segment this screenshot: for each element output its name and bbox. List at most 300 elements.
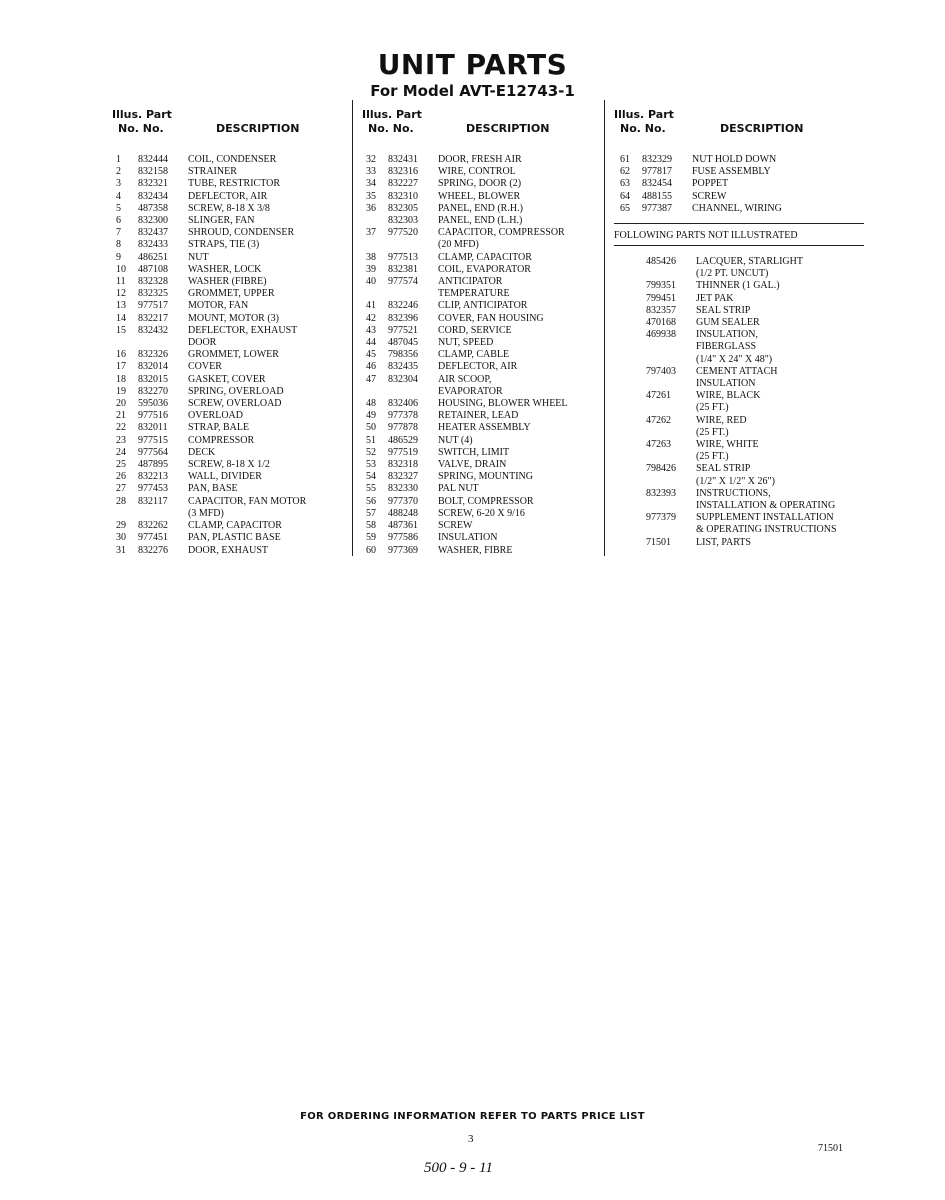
table-row (362, 325, 602, 337)
part-number: 977451 (138, 532, 168, 544)
description-label: DESCRIPTION (720, 122, 804, 135)
table-row (112, 374, 348, 386)
table-row (112, 227, 348, 239)
table-row (614, 488, 864, 500)
illus-number: 31 (116, 544, 126, 556)
part-description: INSULATION, (696, 329, 758, 341)
illus-number (362, 215, 388, 227)
table-row (112, 337, 348, 349)
illus-number (614, 378, 646, 390)
part-number: 977574 (388, 276, 418, 288)
page-title: UNIT PARTS (377, 48, 568, 81)
table-row (362, 532, 602, 544)
parts-column-2 (362, 108, 602, 557)
part-number: 832316 (388, 166, 418, 178)
part-description: HEATER ASSEMBLY (438, 422, 531, 434)
illus-number: 54 (366, 471, 376, 483)
part-description: SCREW, 8-18 X 3/8 (188, 202, 270, 214)
table-row (614, 524, 864, 536)
table-row (112, 313, 348, 325)
illus-number: 24 (116, 446, 126, 458)
illus-number: 46 (366, 361, 376, 373)
part-number: 977586 (388, 532, 418, 544)
part-description: WIRE, WHITE (696, 439, 759, 451)
illus-number: 27 (116, 483, 126, 495)
illus-number: 49 (366, 410, 376, 422)
part-number: 832396 (388, 312, 418, 324)
part-number: 832217 (138, 312, 168, 324)
table-row (614, 341, 864, 353)
part-number: 832321 (138, 178, 168, 190)
table-row (112, 410, 348, 422)
part-number: 832393 (646, 487, 676, 499)
illus-number: 2 (116, 166, 121, 178)
illus-number: 45 (366, 349, 376, 361)
part-description: INSULATION (438, 532, 498, 544)
table-row (614, 166, 864, 178)
illus-number (614, 317, 646, 329)
illus-number (614, 268, 646, 280)
table-row (362, 374, 602, 386)
illus-number: 25 (116, 459, 126, 471)
part-description: SPRING, MOUNTING (438, 471, 534, 483)
not-illustrated-list (614, 256, 864, 549)
part-description: SPRING, OVERLOAD (188, 385, 284, 397)
part-number (138, 337, 188, 349)
illus-number: 12 (116, 288, 126, 300)
part-number: 487361 (388, 520, 418, 532)
table-row (362, 276, 602, 288)
table-row (362, 361, 602, 373)
part-number: 47262 (646, 414, 671, 426)
part-number: 832330 (388, 483, 418, 495)
table-row (362, 447, 602, 459)
part-description: WASHER, LOCK (188, 263, 262, 275)
part-number: 977387 (642, 202, 672, 214)
parts-column-3 (614, 108, 864, 549)
part-number: 485426 (646, 256, 676, 268)
illus-number (362, 239, 388, 251)
table-row (112, 300, 348, 312)
table-row (362, 520, 602, 532)
table-row (112, 203, 348, 215)
part-description: CORD, SERVICE (438, 324, 512, 336)
table-row (614, 154, 864, 166)
table-row (112, 276, 348, 288)
part-number: 832329 (642, 154, 672, 165)
table-row (614, 500, 864, 512)
table-row (112, 545, 348, 557)
part-number: 832270 (138, 385, 168, 397)
part-description: SLINGER, FAN (188, 215, 255, 227)
table-row (362, 154, 602, 166)
illus-number (112, 508, 138, 520)
illus-number (614, 329, 646, 341)
table-row (112, 398, 348, 410)
part-description: AIR SCOOP, (438, 373, 492, 385)
part-number: 798426 (646, 463, 676, 475)
illus-part-label: Illus. Part (112, 108, 172, 121)
table-row (614, 415, 864, 427)
part-number (646, 268, 696, 280)
part-description: SCREW (692, 190, 727, 202)
illus-number (614, 476, 646, 488)
part-description: COVER, FAN HOUSING (438, 312, 544, 324)
table-row (112, 166, 348, 178)
illus-part-label: Illus. Part (614, 108, 674, 121)
illus-number: 30 (116, 532, 126, 544)
part-number: 832300 (138, 215, 168, 227)
part-number (646, 341, 696, 353)
illus-number: 59 (366, 532, 376, 544)
part-number: 832304 (388, 373, 418, 385)
part-description: (25 FT.) (696, 402, 729, 414)
part-description: PAN, PLASTIC BASE (188, 532, 281, 544)
illus-number: 10 (116, 263, 126, 275)
part-number: 977370 (388, 495, 418, 507)
part-description: SCREW, 6-20 X 9/16 (438, 507, 525, 519)
part-description: SHROUD, CONDENSER (188, 227, 295, 239)
table-row (112, 325, 348, 337)
part-number (138, 508, 188, 520)
part-number (646, 427, 696, 439)
part-description: (20 MFD) (438, 239, 479, 251)
part-number: 832437 (138, 227, 168, 239)
description-label: DESCRIPTION (216, 122, 300, 135)
column-divider-2 (604, 100, 605, 556)
illus-number: 61 (620, 154, 630, 165)
illus-number: 63 (620, 178, 630, 190)
part-number: 487358 (138, 202, 168, 214)
part-number: 469938 (646, 329, 676, 341)
part-description: PAL NUT (438, 483, 479, 495)
illus-number: 52 (366, 446, 376, 458)
part-description: TUBE, RESTRICTOR (188, 178, 281, 190)
table-row (614, 329, 864, 341)
illus-number: 37 (366, 227, 376, 239)
table-row (362, 300, 602, 312)
table-row (614, 512, 864, 524)
table-row (362, 227, 602, 239)
illus-number: 1 (116, 154, 121, 165)
table-row (614, 427, 864, 439)
part-description: POPPET (692, 178, 729, 190)
illus-number: 7 (116, 227, 121, 239)
ordering-note: FOR ORDERING INFORMATION REFER TO PARTS PRICE LIST (300, 1111, 645, 1122)
illus-number (614, 512, 646, 524)
part-number: 832276 (138, 544, 168, 556)
part-number: 977369 (388, 544, 418, 556)
table-row (362, 288, 602, 300)
illus-number: 65 (620, 202, 630, 214)
part-description: GUM SEALER (696, 317, 760, 329)
illus-number: 8 (116, 239, 121, 251)
part-description: EVAPORATOR (438, 385, 503, 397)
part-number: 832357 (646, 304, 676, 316)
part-description: CEMENT ATTACH (696, 365, 778, 377)
part-number: 488155 (642, 190, 672, 202)
part-number: 832326 (138, 349, 168, 361)
part-description: ANTICIPATOR (438, 276, 503, 288)
illus-number: 19 (116, 385, 126, 397)
table-row (614, 354, 864, 366)
part-description: PANEL, END (L.H.) (438, 215, 523, 227)
part-number (388, 288, 438, 300)
part-description: DOOR, FRESH AIR (438, 154, 522, 165)
illus-number: 58 (366, 520, 376, 532)
part-description: COIL, EVAPORATOR (438, 263, 531, 275)
table-row (362, 422, 602, 434)
table-row (614, 463, 864, 475)
part-description: WASHER (FIBRE) (188, 276, 267, 288)
part-number: 832310 (388, 190, 418, 202)
table-row (362, 435, 602, 447)
illus-number: 56 (366, 495, 376, 507)
part-description: DOOR (188, 337, 217, 349)
table-row (112, 447, 348, 459)
illus-number: 47 (366, 373, 376, 385)
illus-number: 17 (116, 361, 126, 373)
part-number: 977379 (646, 512, 676, 524)
part-description: STRAP, BALE (188, 422, 250, 434)
part-number: 832011 (138, 422, 168, 434)
part-description: (25 FT.) (696, 426, 729, 438)
part-description: WALL, DIVIDER (188, 471, 262, 483)
illus-number: 51 (366, 434, 376, 446)
part-number: 832305 (388, 202, 418, 214)
table-row (362, 349, 602, 361)
part-description: WASHER, FIBRE (438, 544, 513, 556)
part-description: MOUNT, MOTOR (3) (188, 312, 280, 324)
illus-number: 43 (366, 324, 376, 336)
illus-number (614, 293, 646, 305)
table-row (614, 378, 864, 390)
table-row (112, 239, 348, 251)
no-no-label: No. No. (620, 122, 666, 135)
part-number: 832227 (388, 178, 418, 190)
part-number: 977517 (138, 300, 168, 312)
illus-number: 62 (620, 166, 630, 178)
part-number: 977817 (642, 166, 672, 178)
part-number: 486529 (388, 434, 418, 446)
table-row (614, 191, 864, 203)
part-number (646, 354, 696, 366)
part-description: CLAMP, CAPACITOR (438, 251, 532, 263)
part-number: 977378 (388, 410, 418, 422)
table-row (362, 459, 602, 471)
part-number: 977521 (388, 324, 418, 336)
table-row (614, 268, 864, 280)
part-number (388, 386, 438, 398)
illus-number: 44 (366, 337, 376, 349)
part-description: INSULATION (696, 378, 756, 390)
part-number: 977513 (388, 251, 418, 263)
table-row (614, 256, 864, 268)
part-description: COIL, CONDENSER (188, 154, 277, 165)
illus-number: 38 (366, 251, 376, 263)
part-number (646, 500, 696, 512)
part-number: 832444 (138, 154, 168, 165)
part-description: (1/4" X 24" X 48") (696, 353, 773, 365)
part-number: 832328 (138, 276, 168, 288)
table-row (362, 483, 602, 495)
part-description: CHANNEL, WIRING (692, 202, 782, 214)
illus-number (362, 288, 388, 300)
illus-number (362, 386, 388, 398)
part-number: 832158 (138, 166, 168, 178)
illus-number: 35 (366, 190, 376, 202)
part-description: WIRE, BLACK (696, 390, 761, 402)
illus-number (614, 280, 646, 292)
table-row (112, 349, 348, 361)
table-row (112, 386, 348, 398)
part-number: 799351 (646, 280, 676, 292)
table-row (614, 366, 864, 378)
part-number: 832431 (388, 154, 418, 165)
table-row (362, 215, 602, 227)
illus-number: 33 (366, 166, 376, 178)
part-number (646, 476, 696, 488)
part-number: 832015 (138, 373, 168, 385)
illus-number: 5 (116, 202, 121, 214)
part-description: FIBERGLASS (696, 341, 757, 353)
table-row (112, 178, 348, 190)
illus-number (614, 537, 646, 549)
part-description: CAPACITOR, COMPRESSOR (438, 227, 565, 239)
part-description: NUT (188, 251, 209, 263)
part-number (388, 239, 438, 251)
part-number (646, 524, 696, 536)
part-description: PAN, BASE (188, 483, 238, 495)
part-number: 832381 (388, 263, 418, 275)
part-number: 487895 (138, 459, 168, 471)
no-no-label: No. No. (368, 122, 414, 135)
part-number: 47261 (646, 390, 671, 402)
illus-number (614, 390, 646, 402)
table-row (362, 398, 602, 410)
part-number: 832325 (138, 288, 168, 300)
part-number: 832213 (138, 471, 168, 483)
table-row (614, 402, 864, 414)
table-row (614, 439, 864, 451)
part-number: 470168 (646, 317, 676, 329)
table-row (112, 471, 348, 483)
part-number: 832433 (138, 239, 168, 251)
part-description: (3 MFD) (188, 507, 224, 519)
part-description: INSTALLATION & OPERATING (696, 500, 836, 512)
table-row (112, 459, 348, 471)
illus-number: 20 (116, 398, 126, 410)
illus-number: 50 (366, 422, 376, 434)
table-row (362, 496, 602, 508)
part-number (646, 451, 696, 463)
part-number: 832117 (138, 495, 168, 507)
part-description: (1/2" X 1/2" X 26") (696, 475, 775, 487)
illus-number: 11 (116, 276, 126, 288)
part-description: DEFLECTOR, AIR (438, 361, 518, 373)
part-description: SUPPLEMENT INSTALLATION (696, 512, 834, 524)
part-description: SPRING, DOOR (2) (438, 178, 522, 190)
table-row (112, 532, 348, 544)
column-header (362, 108, 602, 144)
part-description: FUSE ASSEMBLY (692, 166, 771, 178)
illus-number (614, 402, 646, 414)
part-description: MOTOR, FAN (188, 300, 249, 312)
table-row (112, 288, 348, 300)
part-number: 977564 (138, 446, 168, 458)
column-divider-1 (352, 100, 353, 556)
part-number: 486251 (138, 251, 168, 263)
illus-number (614, 427, 646, 439)
part-description: CLAMP, CAPACITOR (188, 520, 282, 532)
table-row (112, 361, 348, 373)
illus-number: 3 (116, 178, 121, 190)
illus-number (614, 305, 646, 317)
table-row (362, 239, 602, 251)
part-description: CLIP, ANTICIPATOR (438, 300, 528, 312)
part-number: 832014 (138, 361, 168, 373)
part-number: 977519 (388, 446, 418, 458)
part-description: VALVE, DRAIN (438, 459, 507, 471)
column-header (614, 108, 864, 144)
part-number: 977453 (138, 483, 168, 495)
part-description: JET PAK (696, 292, 734, 304)
illus-number: 15 (116, 324, 126, 336)
illus-number (614, 439, 646, 451)
table-row (362, 508, 602, 520)
table-row (614, 280, 864, 292)
part-number: 798356 (388, 349, 418, 361)
table-row (112, 215, 348, 227)
part-number: 832435 (388, 361, 418, 373)
description-label: DESCRIPTION (466, 122, 550, 135)
table-row (362, 386, 602, 398)
part-description: SWITCH, LIMIT (438, 446, 510, 458)
part-number (646, 402, 696, 414)
table-row (614, 476, 864, 488)
part-description: GROMMET, LOWER (188, 349, 279, 361)
part-number: 47263 (646, 439, 671, 451)
table-row (362, 471, 602, 483)
table-row (112, 496, 348, 508)
illus-number: 9 (116, 251, 121, 263)
illus-number: 40 (366, 276, 376, 288)
illus-number (614, 524, 646, 536)
table-row (362, 545, 602, 557)
parts-column-1 (112, 108, 348, 557)
part-description: WIRE, CONTROL (438, 166, 516, 178)
part-number: 487108 (138, 263, 168, 275)
table-row (112, 154, 348, 166)
part-description: RETAINER, LEAD (438, 410, 519, 422)
illus-number (614, 488, 646, 500)
illus-number: 36 (366, 202, 376, 214)
illus-number (614, 500, 646, 512)
part-description: TEMPERATURE (438, 288, 510, 300)
part-description: DEFLECTOR, AIR (188, 190, 268, 202)
illus-number: 32 (366, 154, 376, 165)
part-description: LIST, PARTS (696, 536, 751, 548)
illus-part-label: Illus. Part (362, 108, 422, 121)
no-no-label: No. No. (118, 122, 164, 135)
part-description: & OPERATING INSTRUCTIONS (696, 524, 837, 536)
table-row (614, 305, 864, 317)
parts-list (614, 154, 864, 215)
part-description: (1/2 PT. UNCUT) (696, 268, 769, 280)
parts-list (112, 154, 348, 557)
part-description: STRAPS, TIE (3) (188, 239, 260, 251)
part-description: WHEEL, BLOWER (438, 190, 521, 202)
